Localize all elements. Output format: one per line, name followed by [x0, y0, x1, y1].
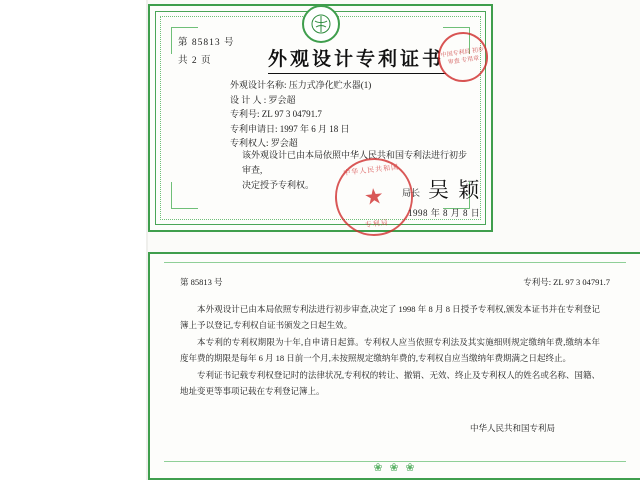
certificate-page-count: 共 2 页	[178, 56, 212, 66]
back-page-top-rule	[164, 262, 626, 263]
director-label: 局长	[402, 188, 421, 198]
back-page-body	[180, 302, 600, 401]
patent-office-emblem-icon	[302, 5, 340, 43]
statement-line-2: 决定授予专利权。	[242, 180, 315, 190]
field-designer: 设 计 人 : 罗会超	[230, 94, 296, 105]
seal-star-icon: ★	[362, 183, 386, 210]
field-application-date: 专利申请日: 1997 年 6 月 18 日	[230, 123, 350, 134]
back-paragraph-2: 本专利的专利权期限为十年,自申请日起算。专利权人应当依照专利法及其实施细则规定缴纳年费,缴纳本年度年费的期限是每年 6 月 18 日前一个月,未按照规定缴纳年费的,专利权自应当缴纳年费期满之日起终止。	[180, 337, 600, 363]
certificate-issue-date: 1998 年 8 月 8 日	[408, 208, 481, 218]
back-page-patent-number: 专利号: ZL 97 3 04791.7	[523, 277, 610, 287]
seal-bottom-text: 专利局	[364, 218, 390, 230]
seal-top-text: 中华人民共和国	[342, 163, 400, 178]
design-patent-certificate	[148, 4, 493, 232]
bottom-ornament-icon: ❀ ❀ ❀	[373, 461, 417, 474]
field-patentee: 专利权人: 罗会超	[230, 138, 298, 148]
certificate-title: 外观设计专利证书	[268, 44, 444, 71]
page-left-margin	[0, 0, 148, 480]
field-patent-number: 专利号: ZL 97 3 04791.7	[230, 109, 322, 119]
examination-stamp-icon: 中国专利局 初步审查 专用章	[435, 29, 491, 85]
back-page-header	[180, 276, 610, 288]
back-page-number: 第 85813 号	[180, 277, 223, 287]
back-paragraph-3: 专利证书记载专利权登记时的法律状况,专利权的转让、撤销、无效、终止及专利权人的姓名或名称、国籍、地址变更等事项记载在专利登记簿上。	[180, 370, 600, 396]
corner-ornament-bottom-left	[171, 182, 198, 209]
certificate-back-page	[148, 252, 640, 480]
back-page-signer: 中华人民共和国专利局	[470, 423, 556, 433]
certificate-fields	[230, 78, 371, 151]
director-signature: 吴 颖	[428, 178, 482, 202]
statement-line-1: 该外观设计已由本局依照中华人民共和国专利法进行初步审查,	[242, 150, 468, 175]
field-design-name: 外观设计名称: 压力式净化贮水器(1)	[230, 80, 372, 90]
back-paragraph-1: 本外观设计已由本局依照专利法进行初步审查,决定了 1998 年 8 月 8 日授予专利权,颁发本证书并在专利登记簿上予以登记,专利权自证书颁发之日起生效。	[180, 304, 600, 330]
certificate-number: 第 85813 号	[178, 38, 235, 48]
